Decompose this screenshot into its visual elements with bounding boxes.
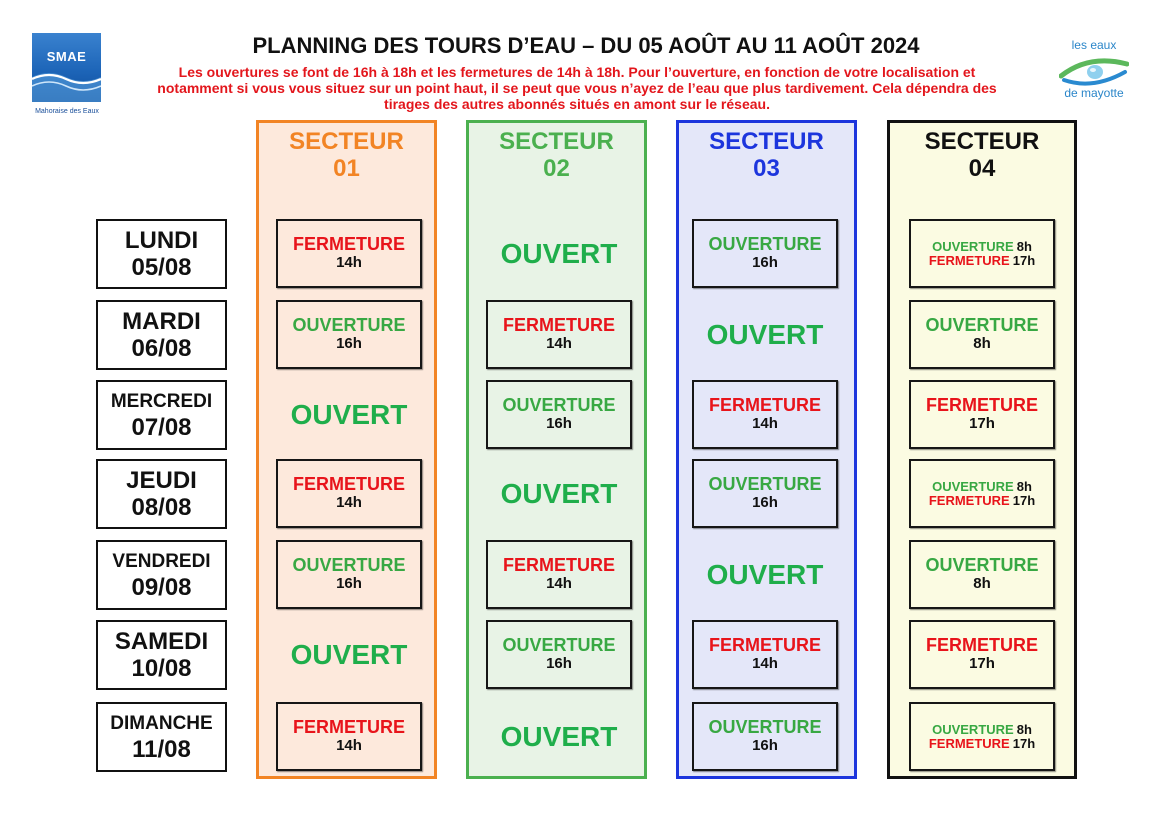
day-name: LUNDI xyxy=(124,227,199,254)
closing-status: FERMETURE xyxy=(293,234,405,254)
closing-time: 14h xyxy=(336,737,362,754)
opening-time: 16h xyxy=(752,737,778,754)
sector-number: 02 xyxy=(543,155,570,182)
open-status: OUVERT xyxy=(290,398,408,430)
day-label-lundi xyxy=(96,219,227,289)
opening-status: OUVERTURE xyxy=(708,474,822,494)
closing-status: FERMETURE xyxy=(293,474,405,494)
closing-status: FERMETURE xyxy=(928,252,1010,268)
sector-03-column xyxy=(676,120,857,779)
sector-04-column xyxy=(887,120,1077,779)
closing-time: 14h xyxy=(752,415,778,432)
opening-time: 8h xyxy=(973,575,991,592)
opening-status: OUVERTURE xyxy=(292,555,406,575)
day-date: 05/08 xyxy=(131,254,192,281)
opening-time: 16h xyxy=(336,335,362,352)
day-date: 08/08 xyxy=(131,494,192,521)
opening-status: OUVERTURE xyxy=(502,395,616,415)
opening-status: OUVERTURE xyxy=(925,315,1039,335)
day-label-mercredi xyxy=(96,380,227,450)
closing-status: FERMETURE xyxy=(709,395,821,415)
opening-time: 16h xyxy=(336,575,362,592)
schedule-notice xyxy=(77,64,1077,112)
sector-number: 04 xyxy=(968,155,996,182)
day-date: 09/08 xyxy=(131,573,192,601)
closing-time: 17h xyxy=(1012,492,1036,508)
opening-status: OUVERTURE xyxy=(932,721,1014,737)
closing-time: 17h xyxy=(969,655,995,672)
day-date: 10/08 xyxy=(131,655,192,682)
open-status: OUVERT xyxy=(500,477,618,509)
opening-status: OUVERTURE xyxy=(502,635,616,655)
closing-time: 14h xyxy=(336,494,362,511)
opening-status: OUVERTURE xyxy=(932,478,1014,494)
day-name: VENDREDI xyxy=(112,550,211,572)
closing-time: 17h xyxy=(969,415,995,432)
closing-status: FERMETURE xyxy=(926,395,1038,415)
opening-time: 8h xyxy=(1016,721,1032,737)
closing-status: FERMETURE xyxy=(928,735,1010,751)
sector-01-column xyxy=(256,120,437,779)
closing-time: 14h xyxy=(336,254,362,271)
closing-status: FERMETURE xyxy=(503,315,615,335)
open-status: OUVERT xyxy=(706,558,824,590)
closing-status: FERMETURE xyxy=(928,492,1010,508)
day-date: 07/08 xyxy=(131,413,192,441)
day-date: 06/08 xyxy=(131,335,192,362)
sector-label: SECTEUR xyxy=(289,128,404,155)
day-label-jeudi xyxy=(96,459,227,529)
page-title: PLANNING DES TOURS D’EAU – DU 05 AOÛT AU 11 AOÛT 2024 xyxy=(252,33,920,58)
opening-status: OUVERTURE xyxy=(925,555,1039,575)
opening-time: 8h xyxy=(1016,478,1032,494)
opening-status: OUVERTURE xyxy=(292,315,406,335)
eaux-logo-line1: les eaux xyxy=(1071,38,1117,52)
sector-number: 03 xyxy=(753,155,780,182)
open-status: OUVERT xyxy=(706,318,824,350)
smae-logo-text: SMAE xyxy=(46,49,87,64)
notice-line: tirages des autres abonnés situés en amont sur le réseau. xyxy=(384,96,770,112)
closing-status: FERMETURE xyxy=(709,635,821,655)
closing-time: 17h xyxy=(1012,735,1036,751)
closing-time: 14h xyxy=(546,335,572,352)
opening-time: 8h xyxy=(1016,238,1032,254)
day-label-mardi xyxy=(96,300,227,370)
notice-line: Les ouvertures se font de 16h à 18h et les fermetures de 14h à 18h. Pour l’ouverture, en fonction de votre localisation et xyxy=(178,64,976,80)
open-status: OUVERT xyxy=(500,720,618,752)
opening-status: OUVERTURE xyxy=(708,234,822,254)
day-label-dimanche xyxy=(96,702,227,772)
closing-status: FERMETURE xyxy=(926,635,1038,655)
sector-label: SECTEUR xyxy=(709,128,824,155)
day-name: MARDI xyxy=(122,308,201,335)
sector-number: 01 xyxy=(333,155,360,182)
opening-status: OUVERTURE xyxy=(708,717,822,737)
open-status: OUVERT xyxy=(290,638,408,670)
opening-time: 16h xyxy=(546,415,572,432)
open-status: OUVERT xyxy=(500,237,618,269)
opening-time: 16h xyxy=(752,254,778,271)
notice-line: notamment si vous vous situez sur un point haut, il se peut que vous n’ayez de l’eau que plus tardivement. Cela dépendra des xyxy=(157,80,997,96)
day-name: JEUDI xyxy=(126,467,197,494)
sector-label: SECTEUR xyxy=(924,128,1040,155)
opening-time: 16h xyxy=(546,655,572,672)
smae-tagline: Mahoraise des Eaux xyxy=(35,108,99,115)
day-name: SAMEDI xyxy=(114,628,209,655)
eaux-logo-line2: de mayotte xyxy=(1064,86,1124,100)
closing-time: 14h xyxy=(546,575,572,592)
closing-time: 17h xyxy=(1012,252,1036,268)
opening-time: 16h xyxy=(752,494,778,511)
opening-time: 8h xyxy=(973,335,991,352)
closing-time: 14h xyxy=(752,655,778,672)
opening-status: OUVERTURE xyxy=(932,238,1014,254)
day-date: 11/08 xyxy=(132,735,191,763)
sector-label: SECTEUR xyxy=(499,128,614,155)
day-label-vendredi xyxy=(96,540,227,610)
closing-status: FERMETURE xyxy=(503,555,615,575)
sector-02-column xyxy=(466,120,647,779)
day-name: DIMANCHE xyxy=(110,712,213,734)
day-name: MERCREDI xyxy=(110,390,213,412)
closing-status: FERMETURE xyxy=(293,717,405,737)
day-label-samedi xyxy=(96,620,227,690)
